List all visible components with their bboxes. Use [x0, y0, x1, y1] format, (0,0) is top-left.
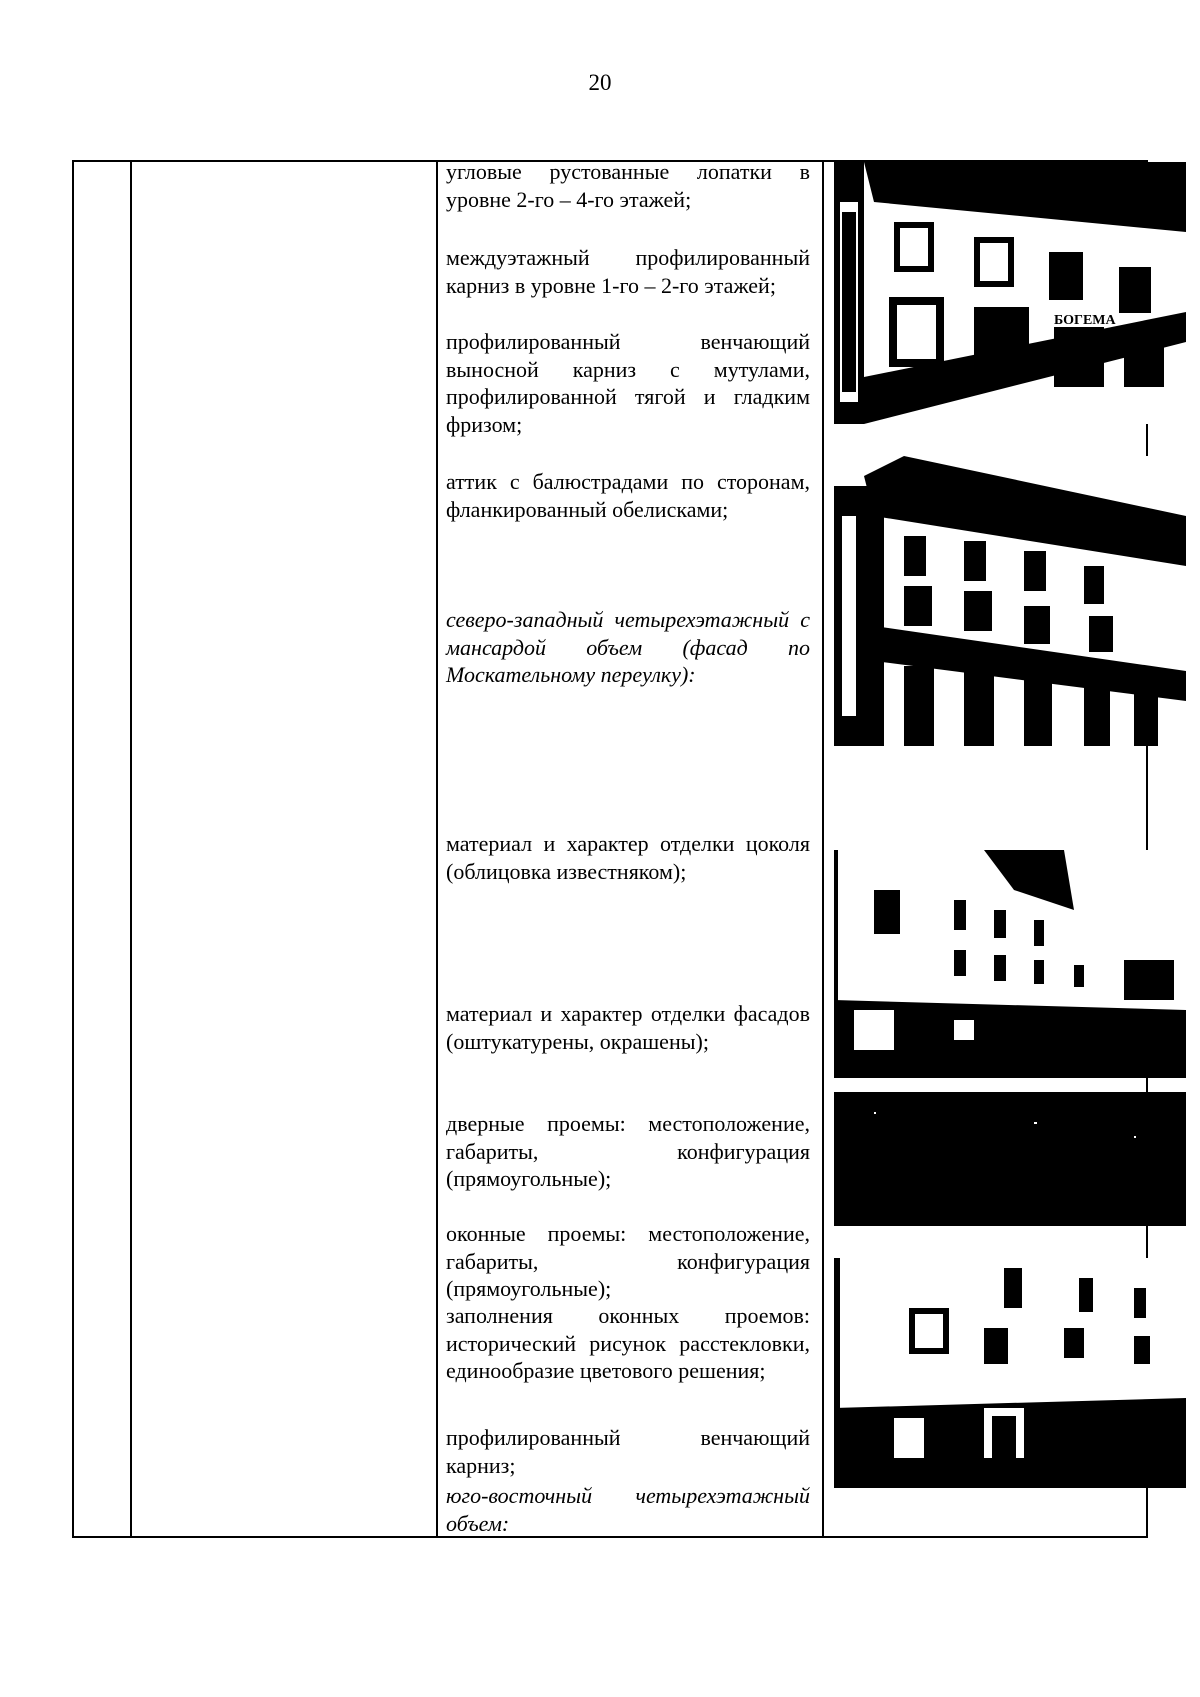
section-southeast-volume: юго-восточный четырехэтажный объем:: [446, 1483, 810, 1536]
page-number: 20: [588, 70, 612, 95]
photo-facade-attic-obelisks: [834, 456, 1186, 746]
photo-dark-strip: [834, 1092, 1186, 1226]
column-divider-1: [130, 162, 132, 1536]
feature-interfloor-cornice: междуэтажный профилированный карниз в уровне 1-го – 2-го этажей;: [446, 245, 810, 298]
hotel-sign-text: БОГЕМА: [1054, 313, 1116, 328]
feature-crowning-cornice: профилированный венчающий карниз;: [446, 1425, 810, 1478]
feature-rusticated-pilasters: угловые рустованные лопатки в уровне 2-го – 4-го этажей;: [446, 159, 810, 212]
photo-facade-moskatelny-lane: [834, 850, 1186, 1078]
feature-door-openings: дверные проемы: местоположение, габариты, конфигурация (прямоугольные);: [446, 1111, 810, 1191]
feature-crowning-cornice-mutules: профилированный венчающий выносной карниз с мутулами, профилированной тягой и гладким фризом;: [446, 329, 810, 437]
photo-facade-corner-cornice: [834, 162, 1186, 424]
column-divider-3: [822, 162, 824, 1536]
photo-facade-street-level: [834, 1258, 1186, 1488]
features-column: [446, 159, 810, 1536]
column-divider-2: [436, 162, 438, 1536]
feature-facade-finish: материал и характер отделки фасадов (оштукатурены, окрашены);: [446, 1001, 810, 1054]
feature-plinth-finish: материал и характер отделки цоколя (облицовка известняком);: [446, 831, 810, 884]
feature-window-openings: оконные проемы: местоположение, габариты, конфигурация (прямоугольные);: [446, 1221, 810, 1301]
feature-attic-balustrades: аттик с балюстрадами по сторонам, фланкированный обелисками;: [446, 469, 810, 522]
section-northwest-volume: северо-западный четырехэтажный с мансардой объем (фасад по Москательному переулку):: [446, 607, 810, 687]
feature-window-fillings: заполнения оконных проемов: исторический рисунок расстекловки, единообразие цветового решения;: [446, 1303, 810, 1383]
monument-features-table: [72, 160, 1148, 1538]
